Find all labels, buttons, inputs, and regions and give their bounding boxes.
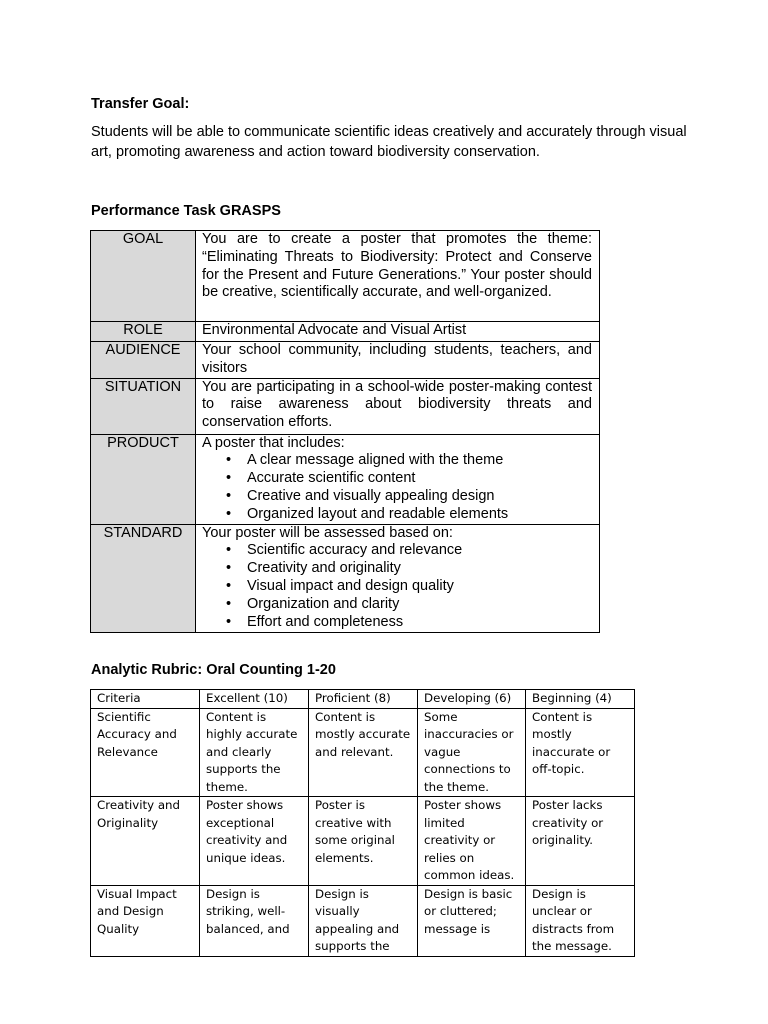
table-cell: Poster lacks creativity or originality. (526, 797, 635, 886)
transfer-goal-text: Students will be able to communicate scientific ideas creatively and accurately through visual art, promoting awareness and action toward biodiversity conservation. (91, 124, 687, 160)
table-cell: Design is unclear or distracts from the message. (526, 885, 635, 956)
grasps-row-product (91, 434, 600, 524)
grasps-table (90, 230, 600, 633)
list-item: • Visual impact and design quality (202, 578, 592, 596)
list-item: • Organized layout and readable elements (202, 506, 592, 524)
list-item: • Creativity and originality (202, 560, 592, 578)
table-cell: Poster shows exceptional creativity and unique ideas. (200, 797, 309, 886)
column-header: Developing (6) (418, 690, 526, 709)
column-header: Criteria (91, 690, 200, 709)
grasps-label: ROLE (91, 322, 196, 342)
bullet-list (202, 542, 592, 631)
table-cell: Content is highly accurate and clearly supports the theme. (200, 708, 309, 797)
table-header-row (91, 690, 635, 709)
table-row (91, 708, 635, 797)
grasps-cell (196, 434, 600, 524)
grasps-label: PRODUCT (91, 434, 196, 524)
table-cell: Visual Impact and Design Quality (91, 885, 200, 956)
table-cell: Some inaccuracies or vague connections to the theme. (418, 708, 526, 797)
list-item: • Scientific accuracy and relevance (202, 542, 592, 560)
grasps-row-role (91, 322, 600, 342)
grasps-label: AUDIENCE (91, 342, 196, 379)
grasps-row-situation (91, 378, 600, 434)
table-cell: Content is mostly inaccurate or off-topic. (526, 708, 635, 797)
grasps-heading: Performance Task GRASPS (91, 203, 281, 219)
grasps-label: SITUATION (91, 378, 196, 434)
column-header: Excellent (10) (200, 690, 309, 709)
grasps-text: Environmental Advocate and Visual Artist (196, 322, 600, 342)
bullet-list (202, 452, 592, 523)
table-cell: Design is visually appealing and supports the (309, 885, 418, 956)
grasps-text: You are participating in a school-wide poster-making contest to raise awareness about biodiversity threats and conservation efforts. (196, 378, 600, 434)
grasps-row-audience (91, 342, 600, 379)
column-header: Beginning (4) (526, 690, 635, 709)
grasps-row-goal (91, 231, 600, 322)
list-item: • Accurate scientific content (202, 470, 592, 488)
list-item: • Organization and clarity (202, 596, 592, 614)
grasps-text: Your school community, including students, teachers, and visitors (196, 342, 600, 379)
table-row (91, 797, 635, 886)
table-row (91, 885, 635, 956)
table-cell: Design is basic or cluttered; message is (418, 885, 526, 956)
grasps-label: STANDARD (91, 524, 196, 632)
transfer-goal-heading: Transfer Goal: (91, 96, 190, 112)
rubric-heading: Analytic Rubric: Oral Counting 1-20 (91, 662, 336, 678)
rubric-table (90, 689, 635, 957)
table-cell: Scientific Accuracy and Relevance (91, 708, 200, 797)
list-item: • Creative and visually appealing design (202, 488, 592, 506)
grasps-text: A poster that includes: (202, 434, 345, 451)
list-item: • A clear message aligned with the theme (202, 452, 592, 470)
table-cell: Creativity and Originality (91, 797, 200, 886)
column-header: Proficient (8) (309, 690, 418, 709)
table-cell: Poster is creative with some original elements. (309, 797, 418, 886)
list-item: • Effort and completeness (202, 614, 592, 632)
grasps-cell (196, 524, 600, 632)
table-cell: Content is mostly accurate and relevant. (309, 708, 418, 797)
grasps-text: You are to create a poster that promotes the theme: “Eliminating Threats to Biodiversity: Protect and Conserve for the Present and Future Generations.” Your poster should be creative, scientifically accurate, and well-organized. (196, 231, 600, 322)
table-cell: Design is striking, well-balanced, and (200, 885, 309, 956)
table-cell: Poster shows limited creativity or relies on common ideas. (418, 797, 526, 886)
grasps-row-standard (91, 524, 600, 632)
grasps-text: Your poster will be assessed based on: (202, 524, 453, 541)
grasps-label: GOAL (91, 231, 196, 322)
